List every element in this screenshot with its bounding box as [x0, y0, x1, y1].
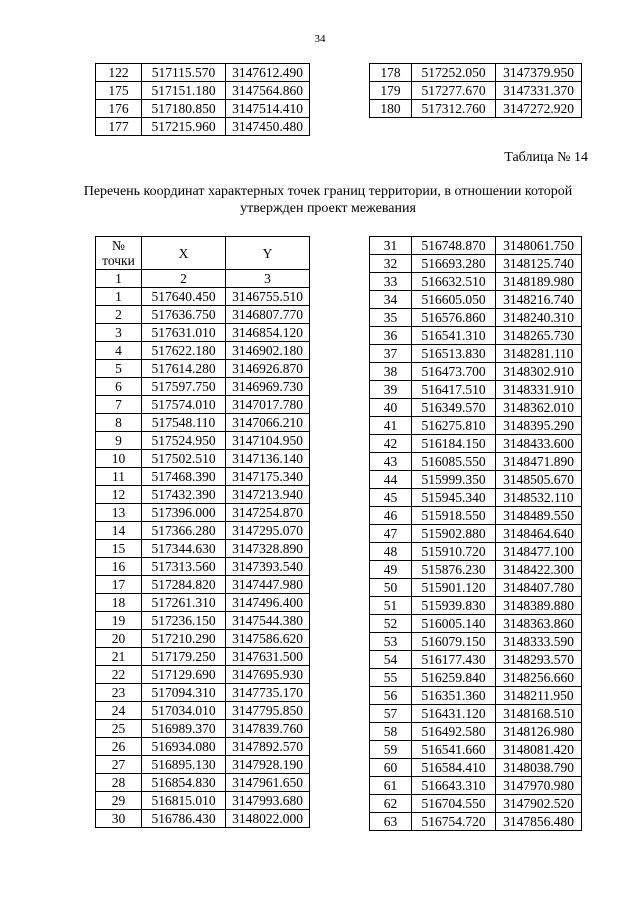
x-coordinate-cell: 517129.690 — [142, 666, 226, 684]
x-coordinate-cell: 517640.450 — [142, 288, 226, 306]
coordinates-table-left — [95, 236, 310, 828]
table-row — [370, 579, 582, 597]
y-coordinate-cell: 3147612.490 — [226, 64, 310, 82]
y-coordinate-cell: 3148532.110 — [496, 489, 582, 507]
y-coordinate-cell: 3147564.860 — [226, 82, 310, 100]
y-coordinate-cell: 3148477.100 — [496, 543, 582, 561]
point-number-cell: 30 — [96, 810, 142, 828]
table-row — [96, 702, 310, 720]
table-row — [96, 738, 310, 756]
header-point-symbol: № — [112, 238, 125, 253]
point-number-cell: 175 — [96, 82, 142, 100]
y-coordinate-cell: 3148211.950 — [496, 687, 582, 705]
y-coordinate-cell: 3147970.980 — [496, 777, 582, 795]
caption-line-2: утвержден проект межевания — [240, 201, 416, 216]
point-number-cell: 55 — [370, 669, 412, 687]
table-row — [96, 612, 310, 630]
point-number-cell: 32 — [370, 255, 412, 273]
y-coordinate-cell: 3146755.510 — [226, 288, 310, 306]
point-number-cell: 28 — [96, 774, 142, 792]
x-coordinate-cell: 515918.550 — [412, 507, 496, 525]
y-coordinate-cell: 3148126.980 — [496, 723, 582, 741]
continued-table-left — [95, 63, 310, 136]
x-coordinate-cell: 516085.550 — [412, 453, 496, 471]
table-row — [370, 345, 582, 363]
point-number-cell: 42 — [370, 435, 412, 453]
x-coordinate-cell: 517396.000 — [142, 504, 226, 522]
table-row — [96, 432, 310, 450]
point-number-cell: 1 — [96, 288, 142, 306]
y-coordinate-cell: 3146969.730 — [226, 378, 310, 396]
point-number-cell: 38 — [370, 363, 412, 381]
y-coordinate-cell: 3148407.780 — [496, 579, 582, 597]
header-point-number — [96, 237, 142, 270]
x-coordinate-cell: 516513.830 — [412, 345, 496, 363]
y-coordinate-cell: 3148125.740 — [496, 255, 582, 273]
y-coordinate-cell: 3147017.780 — [226, 396, 310, 414]
y-coordinate-cell: 3148168.510 — [496, 705, 582, 723]
point-number-cell: 37 — [370, 345, 412, 363]
point-number-cell: 178 — [370, 64, 412, 82]
point-number-cell: 122 — [96, 64, 142, 82]
header-index-row — [96, 270, 310, 288]
table-row — [370, 381, 582, 399]
y-coordinate-cell: 3148331.910 — [496, 381, 582, 399]
x-coordinate-cell: 517574.010 — [142, 396, 226, 414]
table-row — [370, 237, 582, 255]
y-coordinate-cell: 3147447.980 — [226, 576, 310, 594]
x-coordinate-cell: 516275.810 — [412, 417, 496, 435]
table-row — [96, 306, 310, 324]
point-number-cell: 51 — [370, 597, 412, 615]
y-coordinate-cell: 3148022.000 — [226, 810, 310, 828]
point-number-cell: 46 — [370, 507, 412, 525]
header-index-2: 2 — [142, 270, 226, 288]
table-row — [370, 723, 582, 741]
point-number-cell: 44 — [370, 471, 412, 489]
point-number-cell: 52 — [370, 615, 412, 633]
x-coordinate-cell: 517180.850 — [142, 100, 226, 118]
point-number-cell: 48 — [370, 543, 412, 561]
x-coordinate-cell: 517597.750 — [142, 378, 226, 396]
x-coordinate-cell: 516934.080 — [142, 738, 226, 756]
y-coordinate-cell: 3147496.400 — [226, 594, 310, 612]
point-number-cell: 53 — [370, 633, 412, 651]
point-number-cell: 6 — [96, 378, 142, 396]
table-row — [370, 705, 582, 723]
table-row — [96, 810, 310, 828]
point-number-cell: 21 — [96, 648, 142, 666]
y-coordinate-cell: 3148389.880 — [496, 597, 582, 615]
x-coordinate-cell: 516989.370 — [142, 720, 226, 738]
point-number-cell: 47 — [370, 525, 412, 543]
table-row — [370, 813, 582, 831]
y-coordinate-cell: 3148362.010 — [496, 399, 582, 417]
table-row — [370, 255, 582, 273]
continued-table-right — [369, 63, 582, 118]
table-row — [96, 576, 310, 594]
point-number-cell: 15 — [96, 540, 142, 558]
y-coordinate-cell: 3147902.520 — [496, 795, 582, 813]
point-number-cell: 50 — [370, 579, 412, 597]
y-coordinate-cell: 3147175.340 — [226, 468, 310, 486]
table-row — [370, 561, 582, 579]
header-row — [96, 237, 310, 270]
header-index-3: 3 — [226, 270, 310, 288]
table-row — [96, 450, 310, 468]
y-coordinate-cell: 3147295.070 — [226, 522, 310, 540]
point-number-cell: 180 — [370, 100, 412, 118]
y-coordinate-cell: 3147586.620 — [226, 630, 310, 648]
point-number-cell: 56 — [370, 687, 412, 705]
point-number-cell: 9 — [96, 432, 142, 450]
x-coordinate-cell: 516541.660 — [412, 741, 496, 759]
x-coordinate-cell: 516184.150 — [412, 435, 496, 453]
x-coordinate-cell: 515902.880 — [412, 525, 496, 543]
y-coordinate-cell: 3148471.890 — [496, 453, 582, 471]
y-coordinate-cell: 3147514.410 — [226, 100, 310, 118]
point-number-cell: 60 — [370, 759, 412, 777]
point-number-cell: 33 — [370, 273, 412, 291]
x-coordinate-cell: 516005.140 — [412, 615, 496, 633]
x-coordinate-cell: 517432.390 — [142, 486, 226, 504]
x-coordinate-cell: 516492.580 — [412, 723, 496, 741]
y-coordinate-cell: 3148363.860 — [496, 615, 582, 633]
y-coordinate-cell: 3148281.110 — [496, 345, 582, 363]
x-coordinate-cell: 517277.670 — [412, 82, 496, 100]
x-coordinate-cell: 516754.720 — [412, 813, 496, 831]
point-number-cell: 7 — [96, 396, 142, 414]
table-row — [96, 100, 310, 118]
header-point-word: точки — [102, 253, 135, 268]
table-row — [96, 684, 310, 702]
table-row — [96, 558, 310, 576]
y-coordinate-cell: 3148038.790 — [496, 759, 582, 777]
y-coordinate-cell: 3148422.300 — [496, 561, 582, 579]
y-coordinate-cell: 3148216.740 — [496, 291, 582, 309]
y-coordinate-cell: 3148265.730 — [496, 327, 582, 345]
y-coordinate-cell: 3147328.890 — [226, 540, 310, 558]
x-coordinate-cell: 516351.360 — [412, 687, 496, 705]
x-coordinate-cell: 517622.180 — [142, 342, 226, 360]
table-row — [370, 82, 582, 100]
y-coordinate-cell: 3147928.190 — [226, 756, 310, 774]
table-row — [370, 363, 582, 381]
point-number-cell: 24 — [96, 702, 142, 720]
point-number-cell: 179 — [370, 82, 412, 100]
point-number-cell: 14 — [96, 522, 142, 540]
table-row — [96, 288, 310, 306]
x-coordinate-cell: 517524.950 — [142, 432, 226, 450]
point-number-cell: 39 — [370, 381, 412, 399]
x-coordinate-cell: 515939.830 — [412, 597, 496, 615]
x-coordinate-cell: 516349.570 — [412, 399, 496, 417]
point-number-cell: 29 — [96, 792, 142, 810]
point-number-cell: 20 — [96, 630, 142, 648]
point-number-cell: 5 — [96, 360, 142, 378]
x-coordinate-cell: 516632.510 — [412, 273, 496, 291]
y-coordinate-cell: 3148240.310 — [496, 309, 582, 327]
point-number-cell: 10 — [96, 450, 142, 468]
x-coordinate-cell: 517344.630 — [142, 540, 226, 558]
table-row — [96, 792, 310, 810]
y-coordinate-cell: 3147961.650 — [226, 774, 310, 792]
point-number-cell: 43 — [370, 453, 412, 471]
point-number-cell: 26 — [96, 738, 142, 756]
point-number-cell: 58 — [370, 723, 412, 741]
x-coordinate-cell: 516704.550 — [412, 795, 496, 813]
coordinates-table-right — [369, 236, 582, 831]
point-number-cell: 62 — [370, 795, 412, 813]
table-number-label: Таблица № 14 — [504, 150, 588, 165]
header-index-1: 1 — [96, 270, 142, 288]
x-coordinate-cell: 515876.230 — [412, 561, 496, 579]
page-number: 34 — [314, 33, 326, 45]
y-coordinate-cell: 3147136.140 — [226, 450, 310, 468]
y-coordinate-cell: 3148189.980 — [496, 273, 582, 291]
y-coordinate-cell: 3147631.500 — [226, 648, 310, 666]
y-coordinate-cell: 3147695.930 — [226, 666, 310, 684]
table-row — [370, 273, 582, 291]
point-number-cell: 36 — [370, 327, 412, 345]
x-coordinate-cell: 516417.510 — [412, 381, 496, 399]
table-row — [370, 327, 582, 345]
x-coordinate-cell: 517210.290 — [142, 630, 226, 648]
table-row — [96, 666, 310, 684]
point-number-cell: 40 — [370, 399, 412, 417]
point-number-cell: 177 — [96, 118, 142, 136]
x-coordinate-cell: 516541.310 — [412, 327, 496, 345]
x-coordinate-cell: 517614.280 — [142, 360, 226, 378]
point-number-cell: 61 — [370, 777, 412, 795]
table-row — [96, 414, 310, 432]
table-row — [370, 615, 582, 633]
y-coordinate-cell: 3147856.480 — [496, 813, 582, 831]
table-row — [96, 756, 310, 774]
y-coordinate-cell: 3147393.540 — [226, 558, 310, 576]
x-coordinate-cell: 516605.050 — [412, 291, 496, 309]
table-row — [370, 100, 582, 118]
point-number-cell: 49 — [370, 561, 412, 579]
table-row — [370, 687, 582, 705]
x-coordinate-cell: 516854.830 — [142, 774, 226, 792]
y-coordinate-cell: 3147892.570 — [226, 738, 310, 756]
table-row — [370, 399, 582, 417]
table-row — [96, 594, 310, 612]
table-row — [96, 774, 310, 792]
y-coordinate-cell: 3147839.760 — [226, 720, 310, 738]
y-coordinate-cell: 3148302.910 — [496, 363, 582, 381]
y-coordinate-cell: 3147104.950 — [226, 432, 310, 450]
table-row — [96, 378, 310, 396]
table-row — [370, 633, 582, 651]
point-number-cell: 13 — [96, 504, 142, 522]
table-row — [96, 118, 310, 136]
x-coordinate-cell: 517094.310 — [142, 684, 226, 702]
y-coordinate-cell: 3147272.920 — [496, 100, 582, 118]
table-row — [96, 64, 310, 82]
y-coordinate-cell: 3146854.120 — [226, 324, 310, 342]
y-coordinate-cell: 3148464.640 — [496, 525, 582, 543]
x-coordinate-cell: 517034.010 — [142, 702, 226, 720]
x-coordinate-cell: 517215.960 — [142, 118, 226, 136]
x-coordinate-cell: 516473.700 — [412, 363, 496, 381]
point-number-cell: 31 — [370, 237, 412, 255]
point-number-cell: 27 — [96, 756, 142, 774]
table-row — [370, 435, 582, 453]
point-number-cell: 12 — [96, 486, 142, 504]
y-coordinate-cell: 3147544.380 — [226, 612, 310, 630]
point-number-cell: 25 — [96, 720, 142, 738]
table-row — [96, 342, 310, 360]
table-row — [370, 759, 582, 777]
x-coordinate-cell: 517502.510 — [142, 450, 226, 468]
table-row — [370, 471, 582, 489]
point-number-cell: 41 — [370, 417, 412, 435]
x-coordinate-cell: 517151.180 — [142, 82, 226, 100]
x-coordinate-cell: 517631.010 — [142, 324, 226, 342]
x-coordinate-cell: 517468.390 — [142, 468, 226, 486]
table-row — [96, 396, 310, 414]
y-coordinate-cell: 3148395.290 — [496, 417, 582, 435]
x-coordinate-cell: 515999.350 — [412, 471, 496, 489]
point-number-cell: 18 — [96, 594, 142, 612]
table-row — [96, 504, 310, 522]
header-y: Y — [226, 237, 310, 270]
x-coordinate-cell: 517261.310 — [142, 594, 226, 612]
x-coordinate-cell: 515945.340 — [412, 489, 496, 507]
x-coordinate-cell: 517236.150 — [142, 612, 226, 630]
table-row — [370, 669, 582, 687]
point-number-cell: 4 — [96, 342, 142, 360]
table-row — [370, 741, 582, 759]
y-coordinate-cell: 3148293.570 — [496, 651, 582, 669]
point-number-cell: 17 — [96, 576, 142, 594]
table-row — [370, 453, 582, 471]
x-coordinate-cell: 517548.110 — [142, 414, 226, 432]
table-row — [370, 64, 582, 82]
x-coordinate-cell: 516576.860 — [412, 309, 496, 327]
x-coordinate-cell: 517284.820 — [142, 576, 226, 594]
x-coordinate-cell: 516079.150 — [412, 633, 496, 651]
y-coordinate-cell: 3147066.210 — [226, 414, 310, 432]
x-coordinate-cell: 517252.050 — [412, 64, 496, 82]
x-coordinate-cell: 516431.120 — [412, 705, 496, 723]
y-coordinate-cell: 3148433.600 — [496, 435, 582, 453]
caption-line-1: Перечень координат характерных точек границ территории, в отношении которой — [83, 184, 573, 199]
point-number-cell: 57 — [370, 705, 412, 723]
point-number-cell: 2 — [96, 306, 142, 324]
table-row — [370, 417, 582, 435]
y-coordinate-cell: 3146926.870 — [226, 360, 310, 378]
table-row — [370, 309, 582, 327]
table-row — [96, 360, 310, 378]
header-x: X — [142, 237, 226, 270]
point-number-cell: 59 — [370, 741, 412, 759]
x-coordinate-cell: 516786.430 — [142, 810, 226, 828]
table-row — [370, 795, 582, 813]
x-coordinate-cell: 515910.720 — [412, 543, 496, 561]
y-coordinate-cell: 3147450.480 — [226, 118, 310, 136]
point-number-cell: 176 — [96, 100, 142, 118]
point-number-cell: 3 — [96, 324, 142, 342]
table-row — [96, 486, 310, 504]
point-number-cell: 63 — [370, 813, 412, 831]
x-coordinate-cell: 516748.870 — [412, 237, 496, 255]
table-row — [370, 525, 582, 543]
table-row — [96, 324, 310, 342]
y-coordinate-cell: 3147795.850 — [226, 702, 310, 720]
y-coordinate-cell: 3147379.950 — [496, 64, 582, 82]
point-number-cell: 22 — [96, 666, 142, 684]
point-number-cell: 35 — [370, 309, 412, 327]
point-number-cell: 34 — [370, 291, 412, 309]
x-coordinate-cell: 516177.430 — [412, 651, 496, 669]
table-row — [96, 720, 310, 738]
y-coordinate-cell: 3146807.770 — [226, 306, 310, 324]
point-number-cell: 8 — [96, 414, 142, 432]
y-coordinate-cell: 3148081.420 — [496, 741, 582, 759]
table-row — [96, 540, 310, 558]
y-coordinate-cell: 3148256.660 — [496, 669, 582, 687]
table-row — [96, 82, 310, 100]
table-row — [96, 630, 310, 648]
x-coordinate-cell: 517636.750 — [142, 306, 226, 324]
point-number-cell: 16 — [96, 558, 142, 576]
table-row — [96, 468, 310, 486]
table-row — [370, 291, 582, 309]
point-number-cell: 54 — [370, 651, 412, 669]
x-coordinate-cell: 516259.840 — [412, 669, 496, 687]
table-row — [96, 522, 310, 540]
x-coordinate-cell: 517115.570 — [142, 64, 226, 82]
y-coordinate-cell: 3147213.940 — [226, 486, 310, 504]
point-number-cell: 45 — [370, 489, 412, 507]
x-coordinate-cell: 517179.250 — [142, 648, 226, 666]
y-coordinate-cell: 3148333.590 — [496, 633, 582, 651]
y-coordinate-cell: 3148489.550 — [496, 507, 582, 525]
x-coordinate-cell: 516584.410 — [412, 759, 496, 777]
y-coordinate-cell: 3148061.750 — [496, 237, 582, 255]
table-row — [96, 648, 310, 666]
table-caption — [72, 183, 584, 217]
point-number-cell: 19 — [96, 612, 142, 630]
y-coordinate-cell: 3148505.670 — [496, 471, 582, 489]
table-row — [370, 543, 582, 561]
x-coordinate-cell: 517366.280 — [142, 522, 226, 540]
x-coordinate-cell: 516693.280 — [412, 255, 496, 273]
x-coordinate-cell: 516895.130 — [142, 756, 226, 774]
point-number-cell: 23 — [96, 684, 142, 702]
y-coordinate-cell: 3147735.170 — [226, 684, 310, 702]
x-coordinate-cell: 517312.760 — [412, 100, 496, 118]
x-coordinate-cell: 517313.560 — [142, 558, 226, 576]
table-row — [370, 651, 582, 669]
table-row — [370, 777, 582, 795]
table-row — [370, 507, 582, 525]
x-coordinate-cell: 516815.010 — [142, 792, 226, 810]
point-number-cell: 11 — [96, 468, 142, 486]
y-coordinate-cell: 3147993.680 — [226, 792, 310, 810]
x-coordinate-cell: 516643.310 — [412, 777, 496, 795]
y-coordinate-cell: 3146902.180 — [226, 342, 310, 360]
x-coordinate-cell: 515901.120 — [412, 579, 496, 597]
table-row — [370, 489, 582, 507]
y-coordinate-cell: 3147331.370 — [496, 82, 582, 100]
table-row — [370, 597, 582, 615]
y-coordinate-cell: 3147254.870 — [226, 504, 310, 522]
